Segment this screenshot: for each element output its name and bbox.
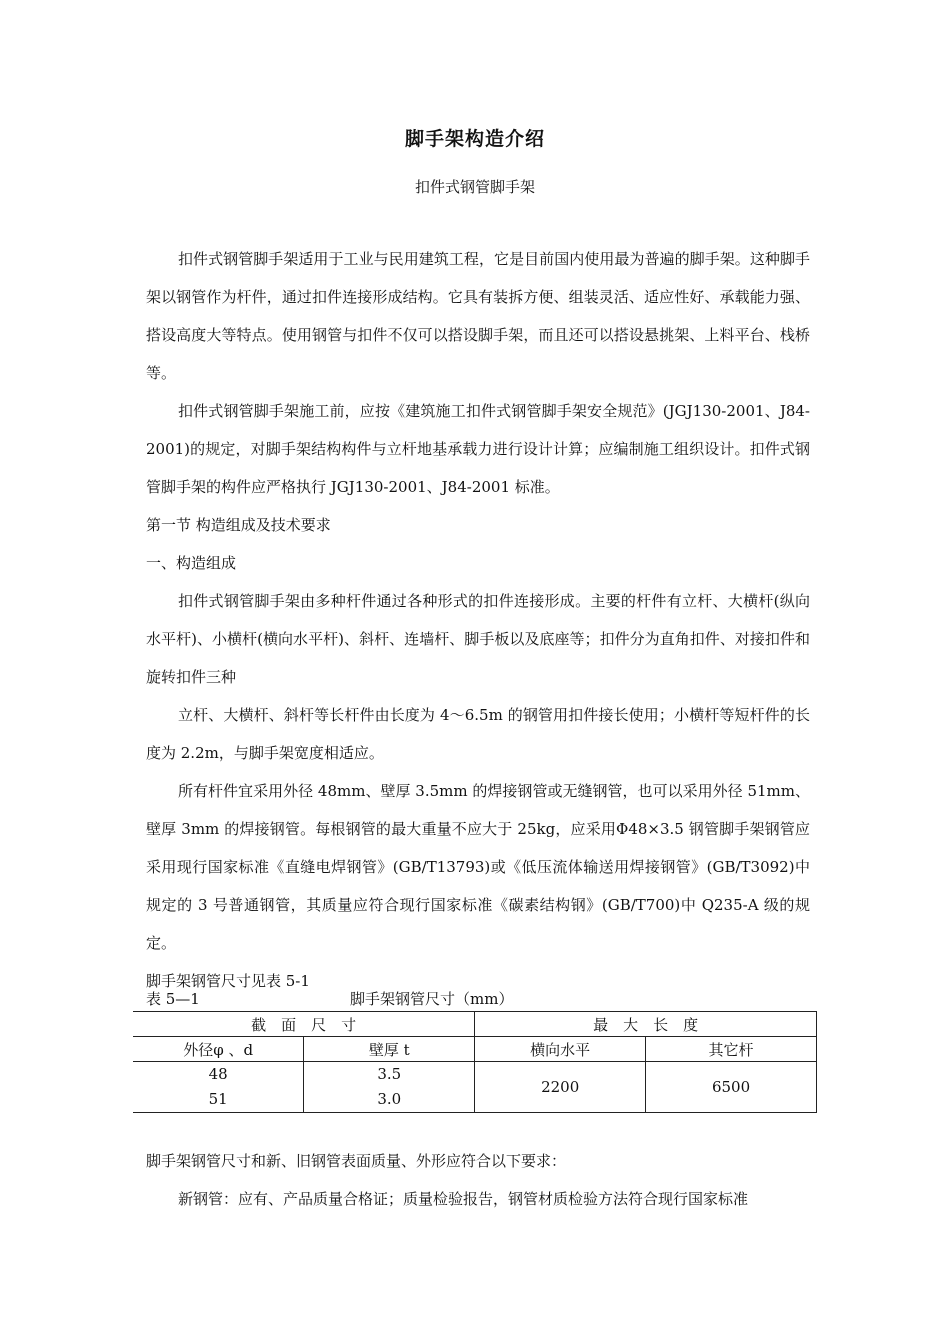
header-outer-diameter: 外径φ 、d	[133, 1037, 304, 1062]
requirements-section	[146, 1142, 810, 1218]
header-section-size: 截 面 尺 寸	[133, 1012, 475, 1037]
table-label: 表 5—1	[146, 990, 200, 1008]
paragraph-intro: 扣件式钢管脚手架适用于工业与民用建筑工程，它是目前国内使用最为普遍的脚手架。这种脚手架以钢管作为杆件，通过扣件连接形成结构。它具有装拆方便、组装灵活、适应性好、承载能力强、搭设高度大等特点。使用钢管与扣件不仅可以搭设脚手架，而且还可以搭设悬挑架、上料平台、栈桥等。	[146, 250, 810, 382]
cell-wall-thickness	[304, 1062, 475, 1113]
header-max-length: 最 大 长 度	[475, 1012, 817, 1037]
cell-horizontal-length: 2200	[475, 1062, 646, 1113]
table-group-header-row	[133, 1012, 817, 1037]
cell-other-length: 6500	[646, 1062, 817, 1113]
subsection-heading: 一、构造组成	[146, 554, 237, 572]
pipe-size-table	[133, 1011, 817, 1113]
outer-value: 48	[208, 1065, 228, 1083]
header-horizontal: 横向水平	[475, 1037, 646, 1062]
table-title: 脚手架钢管尺寸（mm）	[350, 990, 514, 1008]
paragraph-materials: 所有杆件宜采用外径 48mm、壁厚 3.5mm 的焊接钢管或无缝钢管，也可以采用外径 51mm、壁厚 3mm 的焊接钢管。每根钢管的最大重量不应大于 25kg，应采用Φ48×3.5 钢管脚手架钢管应采用现行国家标准《直缝电焊钢管》(GB/T13793)或《低压流体输送用焊接钢管》(GB/T3092)中规定的 3 号普通钢管，其质量应符合现行国家标准《碳素结构钢》(GB/T700)中 Q235-A 级的规定。	[146, 782, 810, 952]
intro-section	[146, 240, 810, 1000]
table-caption	[146, 988, 818, 1010]
table-row	[133, 1062, 817, 1113]
wall-value: 3.0	[377, 1090, 402, 1108]
wall-value: 3.5	[377, 1065, 402, 1083]
paragraph-standard: 扣件式钢管脚手架施工前，应按《建筑施工扣件式钢管脚手架安全规范》(JGJ130-2001、J84-2001)的规定，对脚手架结构构件与立杆地基承载力进行设计计算；应编制施工组织设计。扣件式钢管脚手架的构件应严格执行 JGJ130-2001、J84-2001 标准。	[146, 402, 810, 496]
paragraph-lengths: 立杆、大横杆、斜杆等长杆件由长度为 4～6.5m 的钢管用扣件接长使用；小横杆等短杆件的长度为 2.2m，与脚手架宽度相适应。	[146, 706, 810, 762]
table-column-header-row	[133, 1037, 817, 1062]
cell-outer-diameter	[133, 1062, 304, 1113]
paragraph-requirements: 脚手架钢管尺寸和新、旧钢管表面质量、外形应符合以下要求：	[146, 1152, 567, 1170]
table-reference: 脚手架钢管尺寸见表 5-1	[146, 972, 310, 990]
paragraph-new-pipe: 新钢管：应有、产品质量合格证；质量检验报告，钢管材质检验方法符合现行国家标准	[178, 1190, 749, 1208]
header-other: 其它杆	[646, 1037, 817, 1062]
document-title: 脚手架构造介绍	[404, 128, 545, 150]
paragraph-components: 扣件式钢管脚手架由多种杆件通过各种形式的扣件连接形成。主要的杆件有立杆、大横杆(纵向水平杆)、小横杆(横向水平杆)、斜杆、连墙杆、脚手板以及底座等；扣件分为直角扣件、对接扣件和旋转扣件三种	[146, 592, 810, 686]
outer-value: 51	[208, 1090, 228, 1108]
header-wall-thickness: 壁厚 t	[304, 1037, 475, 1062]
section-heading: 第一节 构造组成及技术要求	[146, 516, 331, 534]
document-subtitle: 扣件式钢管脚手架	[414, 178, 535, 196]
